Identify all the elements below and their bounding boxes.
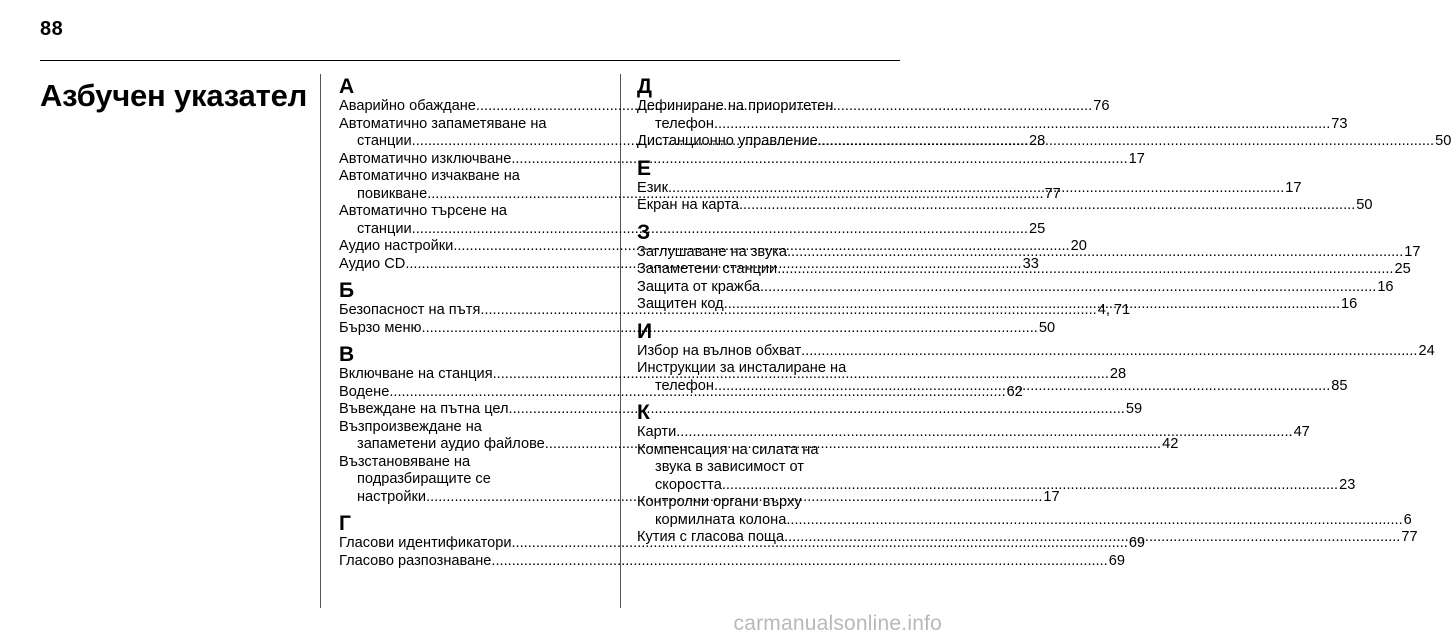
index-entry-row [339,552,1125,571]
index-entry-line: Възстановяване на [339,453,471,470]
index-entry-text: Аудио настройки [339,238,454,254]
index-entry-row [339,150,1145,169]
index-entry-row [339,401,1143,419]
index-entry-text: Гласово разпознаване [339,552,492,569]
index-page-ref[interactable]: 6 [1403,511,1412,528]
index-page-ref[interactable]: 47 [1293,424,1310,440]
index-entry[interactable] [637,278,1394,297]
index-entry-text: телефон [655,377,714,394]
index-page-ref[interactable]: 77 [1044,185,1061,202]
index-page-ref[interactable]: 76 [1093,98,1110,114]
leader-dots [787,244,1403,262]
index-entry-text: Въвеждане на пътна цел [339,401,509,417]
leader-dots [777,261,1393,279]
index-entry-text: Език [637,179,668,196]
leader-dots [668,180,1284,198]
index-entry-text: скоростта [655,476,722,493]
index-entry-text: Заглушаване на звука [637,243,787,260]
index-entry[interactable] [339,552,1125,571]
index-page-ref[interactable]: 50 [1435,133,1451,149]
index-entry-text: Запаметени станции [637,261,778,277]
index-entry-line: Автоматично търсене на [339,203,508,219]
index-page-ref[interactable]: 17 [1043,488,1060,505]
index-entry-line: Дефиниране на приоритетен [637,98,834,114]
index-entry-line: подразбиращите се [357,471,491,487]
index-page-ref[interactable]: 20 [1070,238,1087,254]
index-page-ref[interactable]: 77 [1401,529,1418,545]
index-page-ref[interactable]: 50 [1356,197,1373,213]
index-entry[interactable] [637,197,1373,215]
index-entry-text: Кутия с гласова поща [637,529,785,545]
index-page-ref[interactable]: 28 [1028,133,1046,149]
index-entry-text: Автоматично изключване [339,150,512,167]
index-letter-heading: А [339,75,355,98]
index-entry-line: звука в зависимост от [655,459,804,475]
index-entry-row [637,115,1348,134]
index-entry-text: Избор на вълнов обхват [637,342,802,359]
index-entry-text: станции [357,133,412,149]
index-entry-line: Инструкции за инсталиране на [637,360,847,376]
index-page-ref[interactable]: 85 [1331,377,1348,394]
index-letter-heading: Д [637,75,652,98]
index-entry[interactable] [637,342,1435,361]
index-entry-text: настройки [357,488,427,505]
index-entry-row [339,220,1046,239]
index-page-ref[interactable]: 24 [1418,342,1435,359]
index-entry[interactable] [637,424,1310,442]
index-page-ref[interactable]: 16 [1341,296,1358,312]
top-rule [40,60,900,61]
leader-dots [818,133,1434,151]
index-entry-row [637,424,1310,442]
index-entry-text: запаметени аудио файлове [357,436,545,452]
index-page-ref[interactable]: 16 [1377,278,1394,295]
leader-dots [722,477,1338,495]
index-page-ref[interactable]: 59 [1125,401,1143,417]
index-entry-row [637,342,1435,361]
index-page-ref[interactable]: 17 [1128,150,1145,167]
index-page-ref[interactable]: 50 [1038,319,1056,336]
index-letter-heading: Е [637,156,652,180]
index-page-ref[interactable]: 73 [1331,115,1348,132]
leader-dots [801,343,1417,361]
leader-dots [724,296,1340,314]
index-entry-row [637,476,1356,495]
watermark: carmanualsonline.info [733,612,942,635]
index-entry-text: повикване [357,185,428,202]
index-letter-heading: Б [339,279,355,302]
index-page-ref[interactable]: 28 [1109,366,1127,382]
leader-dots [760,279,1376,297]
index-entry-text: Включване на станция [339,366,493,382]
index-letter-heading: Г [339,512,351,535]
index-entry-row [637,511,1412,530]
index-entry-row [339,319,1056,338]
index-entry-line: Компенсация на силата на [637,441,819,458]
index-page-ref[interactable]: 69 [1128,535,1146,551]
index-entry-text: кормилната колона [655,511,787,528]
leader-dots [714,116,1330,134]
index-page-ref[interactable]: 25 [1028,220,1046,237]
index-entry-line: Възпроизвеждане на [339,418,482,435]
index-entry-text: Аварийно обаждане [339,98,476,114]
leader-dots [786,512,1402,530]
index-letter-heading: И [637,319,653,343]
index-entry[interactable] [339,401,1143,419]
index-entry-text: Гласови идентификатори [339,535,512,551]
index-entry-row [637,197,1373,215]
index-entry-text: Екран на карта [637,197,739,213]
index-page-ref[interactable]: 17 [1404,243,1421,260]
column-divider-left [320,74,321,608]
index-letter-heading: З [637,220,651,244]
index-page-ref[interactable]: 62 [1006,383,1023,400]
index-page-ref[interactable]: 69 [1108,552,1125,569]
leader-dots [676,424,1292,442]
index-entry-text: Защитен код [637,296,724,312]
index-entry-row [637,278,1394,297]
leader-dots [491,553,1107,571]
index-entry-text: Безопасност на пътя [339,302,481,318]
index-page-ref[interactable]: 23 [1339,476,1356,493]
index-entry-text: Карти [637,424,677,440]
index-entry-line: Автоматично запаметяване на [339,115,547,132]
index-entry-text: Аудио CD [339,255,406,272]
leader-dots [714,378,1330,396]
section-title: Азбучен указател [40,78,308,113]
index-entry-text: Бързо меню [339,319,422,336]
index-entry-line: Автоматично изчакване на [339,168,520,184]
index-entry[interactable] [339,319,1056,338]
index-page-ref[interactable]: 33 [1022,255,1039,272]
index-entry-text: Водене [339,383,390,400]
index-entry-text: Дистанционно управление [637,133,818,149]
index-entry[interactable] [339,150,1145,169]
index-entry-line: Контролни органи върху [637,494,802,510]
index-letter-heading: В [339,343,355,366]
leader-dots [784,529,1400,547]
index-page-ref[interactable]: 17 [1285,179,1302,196]
index-entry-text: Защита от кражба [637,278,760,295]
index-letter-heading: К [637,401,650,424]
leader-dots [739,197,1355,215]
page-number: 88 [40,18,64,40]
index-page-ref[interactable]: 25 [1394,261,1411,277]
index-page-ref[interactable]: 42 [1162,436,1179,452]
index-entry-text: телефон [655,115,714,132]
index-entry-text: станции [357,220,412,237]
index-page-ref[interactable]: 4, 71 [1097,302,1131,318]
